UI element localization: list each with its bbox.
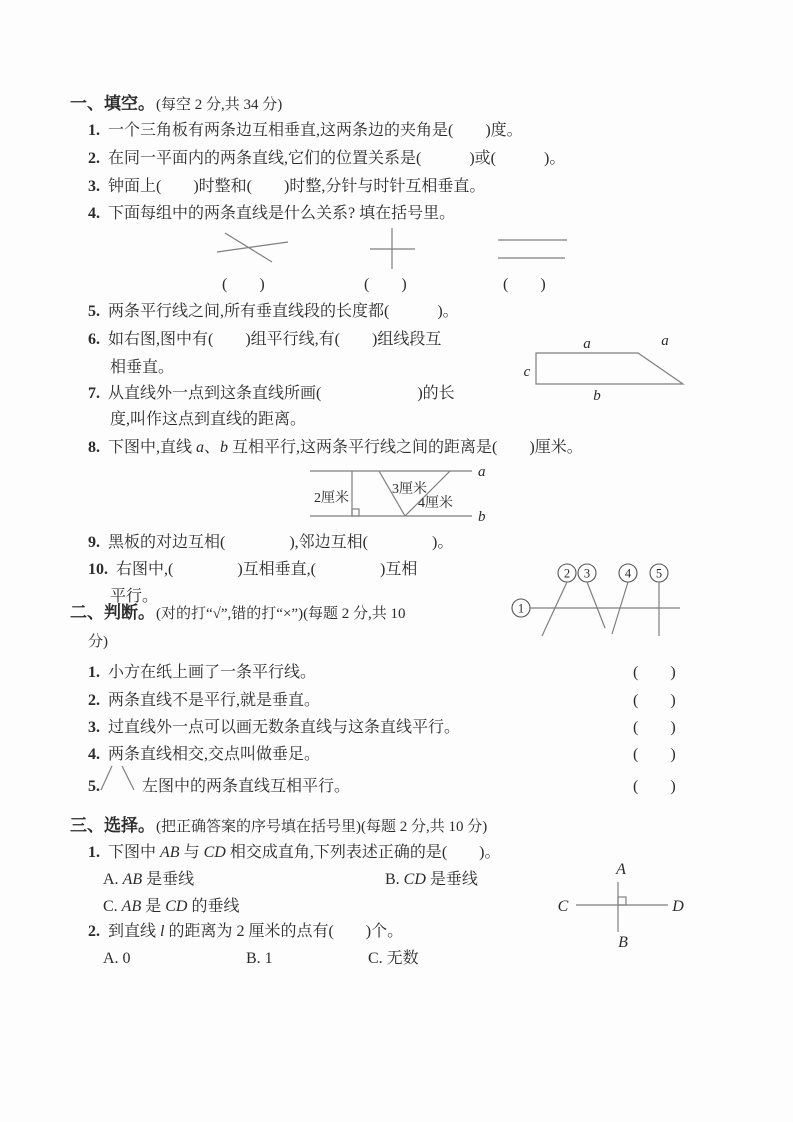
question-number: 3. bbox=[88, 719, 100, 736]
line-name-l: l bbox=[160, 923, 165, 940]
choice-1-option-A bbox=[103, 869, 194, 890]
judge-bracket-1: ( ) bbox=[633, 664, 676, 681]
line-name-b: b bbox=[220, 439, 229, 456]
option-math2: CD bbox=[165, 898, 188, 915]
judge-question-4 bbox=[88, 744, 320, 765]
question-number: 5. bbox=[88, 303, 100, 320]
question-number: 1. bbox=[88, 844, 100, 861]
judge-bracket-2: ( ) bbox=[633, 692, 676, 709]
option-text: 是垂线 bbox=[142, 871, 195, 888]
line-label-a: a bbox=[478, 464, 486, 480]
section2-header-cont bbox=[88, 630, 108, 653]
point-label-C: C bbox=[557, 898, 569, 915]
question-text: 一个三角板有两条边互相垂直,这两条边的夹角是( )度。 bbox=[108, 122, 523, 139]
option-text: 的垂线 bbox=[187, 898, 240, 915]
line-2 bbox=[542, 582, 567, 636]
point-label-B: B bbox=[618, 934, 628, 951]
side-label-a: a bbox=[583, 336, 591, 352]
section1-number: 一、 bbox=[70, 94, 104, 113]
question-text: 下面每组中的两条直线是什么关系? 填在括号里。 bbox=[108, 205, 456, 222]
section2-score-note: (对的打“√”,错的打“×”)(每题 2 分,共 10 bbox=[156, 606, 406, 622]
judge-question-5-text: 左图中的两条直线互相平行。 bbox=[142, 778, 351, 795]
question-text: 到直线 bbox=[108, 923, 161, 940]
judge-question-3 bbox=[88, 717, 460, 738]
question-number: 5. bbox=[88, 778, 100, 795]
question-number: 2. bbox=[88, 150, 100, 167]
question-text: 从直线外一点到这条直线所画( )的长 bbox=[108, 385, 455, 402]
option-text: 是 bbox=[141, 898, 166, 915]
trapezoid-shape bbox=[536, 353, 683, 384]
intersecting-lines-icon bbox=[217, 233, 288, 262]
choice-2-option-C: C. 无数 bbox=[368, 950, 419, 967]
question-number: 1. bbox=[88, 664, 100, 681]
question-number: 6. bbox=[88, 331, 100, 348]
option-label: A. bbox=[103, 871, 119, 888]
segment-AB: AB bbox=[160, 844, 180, 861]
label-3: 3 bbox=[583, 566, 591, 581]
judge-bracket-5: ( ) bbox=[633, 778, 676, 795]
separator: 、 bbox=[204, 439, 221, 456]
option-label: C. bbox=[103, 898, 118, 915]
fill-question-10-cont: 平行。 bbox=[110, 588, 159, 605]
fill-question-9 bbox=[88, 532, 453, 553]
question-text: 下图中,直线 bbox=[108, 439, 197, 456]
fill-question-5 bbox=[88, 301, 459, 322]
numbered-lines-figure bbox=[505, 556, 750, 648]
perpendicular-lines-icon bbox=[370, 228, 415, 269]
answer-bracket: ( ) bbox=[364, 276, 407, 293]
section2-title: 判断。 bbox=[104, 603, 155, 622]
answer-bracket: ( ) bbox=[222, 276, 265, 293]
option-label: B. bbox=[385, 871, 400, 888]
fill-question-10 bbox=[88, 559, 417, 580]
fill-question-7-cont: 度,叫作这点到直线的距离。 bbox=[110, 411, 307, 428]
question-text: 的距离为 2 厘米的点有( )个。 bbox=[164, 923, 404, 940]
fill-question-3 bbox=[88, 176, 485, 197]
side-label-a2: a bbox=[661, 333, 669, 349]
question-number: 2. bbox=[88, 692, 100, 709]
choice-2-option-B: B. 1 bbox=[246, 950, 273, 967]
question-text: 黑板的对边互相( ),邻边互相( )。 bbox=[108, 534, 454, 551]
line-label-b: b bbox=[478, 509, 486, 525]
question-text: 在同一平面内的两条直线,它们的位置关系是( )或( )。 bbox=[108, 150, 566, 167]
length-label-2cm: 2厘米 bbox=[314, 491, 349, 506]
judge-question-2 bbox=[88, 690, 320, 711]
question-text: 与 bbox=[179, 844, 204, 861]
fill-question-6-cont: 相垂直。 bbox=[110, 359, 175, 376]
question-text: 两条平行线之间,所有垂直线段的长度都( )。 bbox=[108, 303, 459, 320]
answer-bracket: ( ) bbox=[503, 276, 546, 293]
side-label-b: b bbox=[593, 388, 601, 404]
section1-header bbox=[70, 93, 282, 116]
perpendicular-cross-figure bbox=[550, 855, 720, 950]
two-slanted-lines-icon bbox=[98, 763, 140, 793]
choice-question-2 bbox=[88, 921, 403, 942]
section1-title: 填空。 bbox=[104, 94, 155, 113]
parallel-lines-icon bbox=[498, 240, 567, 258]
option-math: AB bbox=[122, 871, 143, 888]
judge-bracket-3: ( ) bbox=[633, 719, 676, 736]
label-2: 2 bbox=[563, 566, 571, 581]
question-number: 4. bbox=[88, 746, 100, 763]
choice-question-1 bbox=[88, 842, 500, 863]
line-name-a: a bbox=[196, 439, 205, 456]
question-text: 右图中,( )互相垂直,( )互相 bbox=[116, 561, 418, 578]
question-text: 相交成直角,下列表述正确的是( )。 bbox=[225, 844, 501, 861]
judge-bracket-4: ( ) bbox=[633, 746, 676, 763]
choice-2-option-A: A. 0 bbox=[103, 950, 131, 967]
option-math: CD bbox=[403, 871, 426, 888]
section3-header bbox=[70, 815, 487, 838]
segment-CD: CD bbox=[203, 844, 226, 861]
right-angle-mark bbox=[352, 509, 359, 516]
parallel-distance-figure bbox=[300, 455, 515, 527]
fill-question-1 bbox=[88, 120, 523, 141]
question-number: 1. bbox=[88, 122, 100, 139]
question-number: 7. bbox=[88, 385, 100, 402]
label-5: 5 bbox=[655, 566, 663, 581]
question-number: 8. bbox=[88, 439, 100, 456]
section3-title: 选择。 bbox=[104, 816, 155, 835]
point-label-D: D bbox=[672, 898, 684, 915]
length-label-3cm: 3厘米 bbox=[392, 482, 427, 497]
option-math: AB bbox=[121, 898, 142, 915]
option-text: 是垂线 bbox=[425, 871, 478, 888]
question-text: 小方在纸上画了一条平行线。 bbox=[108, 664, 317, 681]
question-text: 两条直线相交,交点叫做垂足。 bbox=[108, 746, 321, 763]
line-pairs-figure bbox=[200, 226, 580, 274]
judge-question-1 bbox=[88, 662, 316, 683]
trapezoid-figure bbox=[515, 330, 705, 402]
right-angle-mark bbox=[618, 897, 626, 905]
label-4: 4 bbox=[624, 566, 632, 581]
side-label-c: c bbox=[523, 364, 531, 380]
question-number: 9. bbox=[88, 534, 100, 551]
point-label-A: A bbox=[616, 861, 626, 878]
question-number: 4. bbox=[88, 205, 100, 222]
fill-question-4 bbox=[88, 203, 455, 224]
section2-header bbox=[70, 602, 406, 625]
question-number: 2. bbox=[88, 923, 100, 940]
section3-number: 三、 bbox=[70, 816, 104, 835]
question-number: 10. bbox=[88, 561, 108, 578]
label-1: 1 bbox=[517, 601, 525, 616]
fill-question-2 bbox=[88, 148, 565, 169]
section1-score-note: (每空 2 分,共 34 分) bbox=[156, 97, 283, 113]
question-text: 钟面上( )时整和( )时整,分针与时针互相垂直。 bbox=[108, 178, 486, 195]
section3-score-note: (把正确答案的序号填在括号里)(每题 2 分,共 10 分) bbox=[156, 819, 488, 835]
question-text: 下图中 bbox=[108, 844, 161, 861]
line-3 bbox=[587, 582, 605, 628]
question-text: 过直线外一点可以画无数条直线与这条直线平行。 bbox=[108, 719, 461, 736]
choice-1-option-B bbox=[385, 869, 478, 890]
choice-1-option-C bbox=[103, 896, 239, 917]
question-text: 如右图,图中有( )组平行线,有( )组线段互 bbox=[108, 331, 442, 348]
fill-question-6 bbox=[88, 329, 441, 350]
question-number: 3. bbox=[88, 178, 100, 195]
section2-score-note-cont: 分) bbox=[88, 634, 108, 650]
section2-number: 二、 bbox=[70, 603, 104, 622]
fill-question-7 bbox=[88, 383, 455, 404]
question-text: 互相平行,这两条平行线之间的距离是( )厘米。 bbox=[228, 439, 583, 456]
length-label-4cm: 4厘米 bbox=[418, 496, 453, 511]
question-text: 两条直线不是平行,就是垂直。 bbox=[108, 692, 321, 709]
